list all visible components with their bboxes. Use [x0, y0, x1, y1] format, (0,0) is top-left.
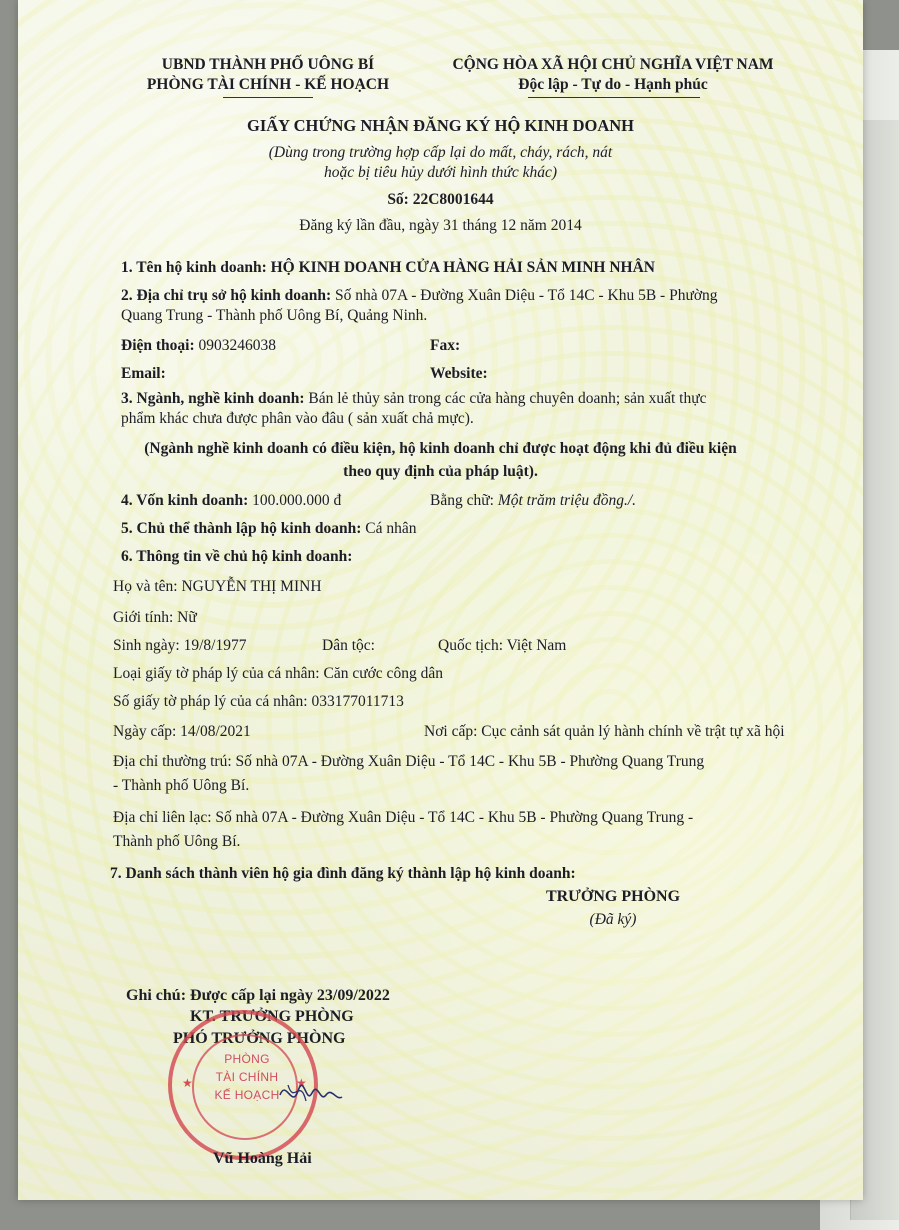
condition-line1: (Ngành nghề kinh doanh có điều kiện, hộ kinh doanh chỉ được hoạt động khi đủ điều kiện [144, 440, 737, 457]
owner-id-number: Số giấy tờ pháp lý của cá nhân: 033177011713 [113, 693, 404, 710]
phone-row [121, 337, 276, 356]
note-kt-title: KT. TRƯỞNG PHÒNG [190, 1008, 354, 1025]
header-agency: UBND THÀNH PHỐ UÔNG BÍ [161, 56, 375, 73]
section1 [121, 259, 655, 278]
section3 [121, 390, 707, 409]
subtitle-line1: (Dùng trong trường hợp cấp lại do mất, cháy, rách, nát [268, 144, 613, 161]
owner-name: NGUYỄN THỊ MINH [181, 578, 322, 595]
section6-label: 6. Thông tin về chủ hộ kinh doanh: [121, 548, 353, 565]
note-deputy-title: PHÓ TRƯỞNG PHÒNG [173, 1030, 346, 1047]
section5 [121, 520, 416, 539]
business-line2: phẩm khác chưa được phân vào đâu ( sản xuất chả mực). [121, 410, 474, 427]
permanent-address-line1: Địa chỉ thường trú: Số nhà 07A - Đường Xuân Diệu - Tổ 14C - Khu 5B - Phường Quang Trung [113, 753, 705, 770]
seal-text-line3: KẾ HOẠCH [214, 1088, 280, 1102]
founder-type: Cá nhân [365, 520, 417, 537]
header-country: CỘNG HÒA XÃ HỘI CHỦ NGHĨA VIỆT NAM [452, 56, 774, 73]
section2 [121, 287, 718, 306]
capital-words-label: Bằng chữ: [430, 492, 494, 509]
section1-label: 1. Tên hộ kinh doanh: [121, 259, 267, 276]
subtitle-line2: hoặc bị tiêu hủy dưới hình thức khác) [323, 164, 558, 181]
seal-text-line1: PHÒNG [224, 1052, 270, 1066]
signer-name: Vũ Hoàng Hải [213, 1150, 312, 1167]
owner-issue-place: Nơi cấp: Cục cảnh sát quản lý hành chính về trật tự xã hội [424, 723, 785, 740]
header-motto: Độc lập - Tự do - Hạnh phúc [518, 76, 708, 93]
section3-label: 3. Ngành, nghề kinh doanh: [121, 390, 305, 407]
section4 [121, 492, 341, 511]
header-department: PHÒNG TÀI CHÍNH - KẾ HOẠCH [146, 76, 390, 93]
condition-line2: theo quy định của pháp luật). [343, 463, 538, 480]
capital-value: 100.000.000 đ [252, 492, 342, 509]
website-label: Website: [430, 365, 488, 382]
capital-words [430, 492, 636, 511]
certificate-number: Số: 22C8001644 [387, 191, 494, 208]
business-name: HỘ KINH DOANH CỬA HÀNG HẢI SẢN MINH NHÂN [270, 259, 655, 276]
section4-label: 4. Vốn kinh doanh: [121, 492, 249, 509]
seal-star-left-icon: ★ [182, 1076, 193, 1090]
reissue-note: Ghi chú: Được cấp lại ngày 23/09/2022 [126, 987, 390, 1004]
handwritten-signature [276, 1075, 346, 1115]
owner-issue-date: Ngày cấp: 14/08/2021 [113, 723, 251, 740]
owner-ethnicity: Dân tộc: [322, 637, 375, 654]
certificate-paper [18, 0, 863, 1200]
phone-value: 0903246038 [198, 337, 276, 354]
signature-title: TRƯỞNG PHÒNG [545, 888, 681, 905]
owner-dob: Sinh ngày: 19/8/1977 [113, 637, 247, 654]
email-label: Email: [121, 365, 166, 382]
owner-nationality: Quốc tịch: Việt Nam [438, 637, 567, 654]
signature-status: (Đã ký) [589, 911, 637, 928]
section5-label: 5. Chủ thể thành lập hộ kinh doanh: [121, 520, 362, 537]
section7-label: 7. Danh sách thành viên hộ gia đình đăng ký thành lập hộ kinh doanh: [110, 865, 576, 882]
capital-words-value: Một trăm triệu đồng./. [497, 492, 637, 509]
seal-star-right-icon: ★ [296, 1076, 307, 1090]
address-line2: Quang Trung - Thành phố Uông Bí, Quảng Ninh. [121, 307, 428, 324]
address-line1: Số nhà 07A - Đường Xuân Diệu - Tổ 14C - Khu 5B - Phường [335, 287, 718, 304]
contact-address-line2: Thành phố Uông Bí. [113, 833, 241, 850]
owner-name-row [113, 578, 322, 597]
section2-label: 2. Địa chỉ trụ sở hộ kinh doanh: [121, 287, 332, 304]
owner-name-label: Họ và tên: [113, 578, 178, 595]
owner-id-type: Loại giấy tờ pháp lý của cá nhân: Căn cước công dân [113, 665, 443, 682]
header-left-rule [223, 97, 313, 98]
document-title: GIẤY CHỨNG NHẬN ĐĂNG KÝ HỘ KINH DOANH [247, 116, 634, 135]
fax-label: Fax: [430, 337, 461, 354]
owner-gender: Giới tính: Nữ [113, 609, 197, 626]
header-right-rule [528, 97, 700, 98]
contact-address-line1: Địa chỉ liên lạc: Số nhà 07A - Đường Xuân Diệu - Tổ 14C - Khu 5B - Phường Quang Trung - [113, 809, 694, 826]
phone-label: Điện thoại: [121, 337, 195, 354]
first-registration-date: Đăng ký lần đầu, ngày 31 tháng 12 năm 2014 [299, 217, 582, 234]
permanent-address-line2: - Thành phố Uông Bí. [113, 777, 250, 794]
business-line1: Bán lẻ thủy sản trong các cửa hàng chuyên doanh; sản xuất thực [308, 390, 707, 407]
seal-text-line2: TÀI CHÍNH [215, 1070, 279, 1084]
